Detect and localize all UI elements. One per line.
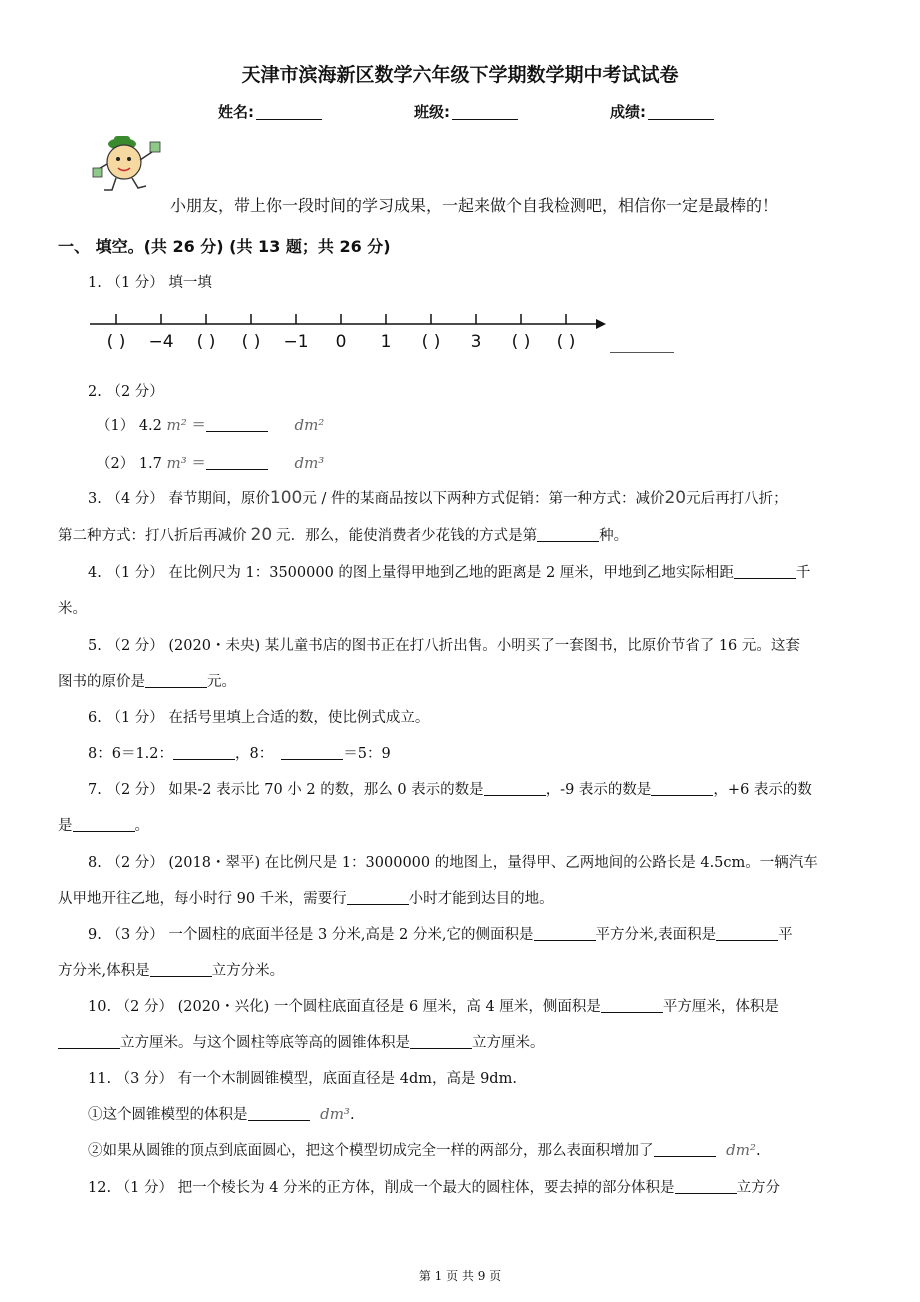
q11-part-a <box>88 1103 355 1124</box>
q6-line2 <box>88 742 391 763</box>
q3-n20a: 20 <box>664 488 687 508</box>
q5-p2: 图书的原价是 <box>58 674 145 690</box>
q7-blank2[interactable] <box>651 781 713 796</box>
q4-blank[interactable] <box>734 564 796 579</box>
q3-p3: 元后再打八折； <box>686 491 788 507</box>
q3-n20b: 20 <box>250 525 273 545</box>
number-line-label[interactable]: ( ) <box>511 332 531 352</box>
page-footer: 第 1 页 共 9 页 <box>418 1269 502 1283</box>
q7-p3: ，+6 表示的数 <box>713 782 812 798</box>
q2-a-unit2: dm² <box>294 416 325 434</box>
q3-p1: 3. （4 分） 春节期间，原价 <box>88 491 270 507</box>
number-line-label: 1 <box>380 332 392 352</box>
q2-a-unit1: m² <box>166 416 187 434</box>
q10-p3: 立方厘米。与这个圆柱等底等高的圆锥体积是 <box>120 1035 410 1051</box>
q6-blank2[interactable] <box>281 745 343 760</box>
q9-blank1[interactable] <box>534 926 596 941</box>
q10-p1: 10. （2 分） (2020・兴化) 一个圆柱底面直径是 6 厘米，高 4 厘米，侧面积是 <box>88 999 601 1015</box>
q10-p2: 平方厘米，体积是 <box>662 999 779 1015</box>
number-line-label: 3 <box>470 332 482 352</box>
q9-p3: 平 <box>778 927 793 943</box>
q6-p1: 8：6＝1.2： <box>88 746 174 762</box>
number-line-label[interactable]: ( ) <box>241 332 261 352</box>
q3-n100: 100 <box>269 488 303 508</box>
mascot-icon <box>92 130 168 194</box>
q10-blank1[interactable] <box>601 998 663 1013</box>
q3-p4: 第二种方式：打八折后再减价 <box>58 528 247 544</box>
q2-part-a <box>96 414 324 435</box>
q10-blank2[interactable] <box>58 1034 120 1049</box>
q3-p2: 元 / 件的某商品按以下两种方式促销：第一种方式：减价 <box>302 491 665 507</box>
q10-blank3[interactable] <box>410 1034 472 1049</box>
q10-p4: 立方厘米。 <box>472 1035 545 1051</box>
q9-p1: 9. （3 分） 一个圆柱的底面半径是 3 分米,高是 2 分米,它的侧面积是 <box>88 927 534 943</box>
q12-line1 <box>88 1176 780 1197</box>
q8-p1: 8. （2 分） (2018・翠平) 在比例尺是 1：3000000 的地图上，量得甲、乙两地间的公路长是 4.5cm。一辆汽车 <box>88 855 818 871</box>
q2-b-unit1: m³ <box>166 454 187 472</box>
name-blank[interactable] <box>256 104 322 120</box>
q11-b: ②如果从圆锥的顶点到底面圆心，把这个模型切成完全一样的两部分，那么表面积增加了 <box>88 1143 654 1159</box>
page-title: 天津市滨海新区数学六年级下学期数学期中考试试卷 <box>241 64 679 86</box>
q3-p6: 种。 <box>599 528 629 544</box>
q5-p3: 元。 <box>207 674 236 690</box>
q4-line1 <box>88 561 810 582</box>
score-field <box>610 101 714 122</box>
q7-p4: 是 <box>58 818 73 834</box>
section-heading: 一、 填空。(共 26 分) (共 13 题；共 26 分) <box>58 237 391 256</box>
q11-a-dot: . <box>349 1107 355 1123</box>
q11-a: ①这个圆锥模型的体积是 <box>88 1107 248 1123</box>
score-label: 成绩: <box>610 103 646 121</box>
number-line-label[interactable]: ( ) <box>196 332 216 352</box>
q2-stem: 2. （2 分） <box>88 384 164 400</box>
q2-a-eq: ＝ <box>191 418 206 434</box>
q7-line2 <box>58 814 149 835</box>
q2-b-prefix: （2） 1.7 <box>96 456 162 472</box>
q10-line2 <box>58 1031 545 1052</box>
number-line-label[interactable]: ( ) <box>421 332 441 352</box>
q8-blank[interactable] <box>347 890 409 905</box>
number-line-label: −4 <box>148 332 174 352</box>
name-field <box>218 101 322 122</box>
score-blank[interactable] <box>648 104 714 120</box>
q1-stem: 1. （1 分） 填一填 <box>88 275 212 291</box>
q8-p2: 从甲地开往乙地，每小时行 90 千米，需要行 <box>58 891 347 907</box>
q11-stem: 11. （3 分） 有一个木制圆锥模型，底面直径是 4dm，高是 9dm. <box>88 1071 517 1087</box>
q9-blank2[interactable] <box>716 926 778 941</box>
q9-line2 <box>58 959 284 980</box>
name-label: 姓名: <box>218 103 254 121</box>
q7-blank3[interactable] <box>73 817 135 832</box>
q3-blank[interactable] <box>537 527 599 542</box>
q3-line2 <box>58 524 628 545</box>
q3-line1 <box>88 487 788 508</box>
q11-blank1[interactable] <box>248 1106 310 1121</box>
q5-blank[interactable] <box>145 673 207 688</box>
q12-blank[interactable] <box>675 1179 737 1194</box>
q11-b-dot: . <box>755 1143 761 1159</box>
q7-p1: 7. （2 分） 如果-2 表示比 70 小 2 的数，那么 0 表示的数是 <box>88 782 484 798</box>
q3-p5: 元．那么，能使消费者少花钱的方式是第 <box>276 528 538 544</box>
q11-blank2[interactable] <box>654 1142 716 1157</box>
q4-p3: 米。 <box>58 601 87 617</box>
q7-line1 <box>88 778 812 799</box>
q2-b-eq: ＝ <box>191 456 206 472</box>
q7-p2: ，-9 表示的数是 <box>545 782 652 798</box>
encouragement-text: 小朋友，带上你一段时间的学习成果，一起来做个自我检测吧，相信你一定是最棒的！ <box>170 196 779 215</box>
q11-a-unit: dm³ <box>320 1105 350 1123</box>
q9-p4: 方分米,体积是 <box>58 963 150 979</box>
class-label: 班级: <box>414 103 450 121</box>
q7-blank1[interactable] <box>484 781 546 796</box>
q8-p3: 小时才能到达目的地。 <box>408 891 554 907</box>
q6-stem: 6. （1 分） 在括号里填上合适的数，使比例式成立。 <box>88 710 430 726</box>
q2-part-b <box>96 452 324 473</box>
q4-p1: 4. （1 分） 在比例尺为 1：3500000 的图上量得甲地到乙地的距离是 2 厘米，甲地到乙地实际相距 <box>88 565 734 581</box>
q11-b-unit: dm² <box>726 1141 756 1159</box>
q2-b-unit2: dm³ <box>294 454 325 472</box>
q1-answer-blank[interactable] <box>610 340 674 353</box>
q5-p1: 5. （2 分） (2020・未央) 某儿童书店的图书正在打八折出售。小明买了一套图书，比原价节省了 16 元。这套 <box>88 638 800 654</box>
q8-line2 <box>58 887 554 908</box>
q12-p1: 12. （1 分） 把一个棱长为 4 分米的正方体，削成一个最大的圆柱体，要去掉的部分体积是 <box>88 1180 675 1196</box>
q9-blank3[interactable] <box>150 962 212 977</box>
number-line-label: 0 <box>335 332 347 352</box>
q6-p3: ＝5：9 <box>343 746 391 762</box>
number-line-label[interactable]: ( ) <box>106 332 126 352</box>
q4-p2: 千 <box>795 565 811 581</box>
q12-p2: 立方分 <box>736 1180 781 1196</box>
class-blank[interactable] <box>452 104 518 120</box>
q10-line1 <box>88 995 779 1016</box>
q7-p5: 。 <box>134 818 149 834</box>
number-line-label[interactable]: ( ) <box>556 332 576 352</box>
class-field <box>414 101 518 122</box>
number-line-label: −1 <box>283 332 309 352</box>
q11-part-b <box>88 1139 761 1160</box>
q2-b-blank[interactable] <box>206 455 268 470</box>
q2-a-prefix: （1） 4.2 <box>96 418 162 434</box>
q2-a-blank[interactable] <box>206 417 268 432</box>
q9-line1 <box>88 923 793 944</box>
q6-p2: ，8： <box>235 746 274 762</box>
q9-p2: 平方分米,表面积是 <box>595 927 717 943</box>
q6-blank1[interactable] <box>173 745 235 760</box>
q5-line2 <box>58 670 236 691</box>
q9-p5: 立方分米。 <box>211 963 285 979</box>
number-line <box>88 310 613 354</box>
